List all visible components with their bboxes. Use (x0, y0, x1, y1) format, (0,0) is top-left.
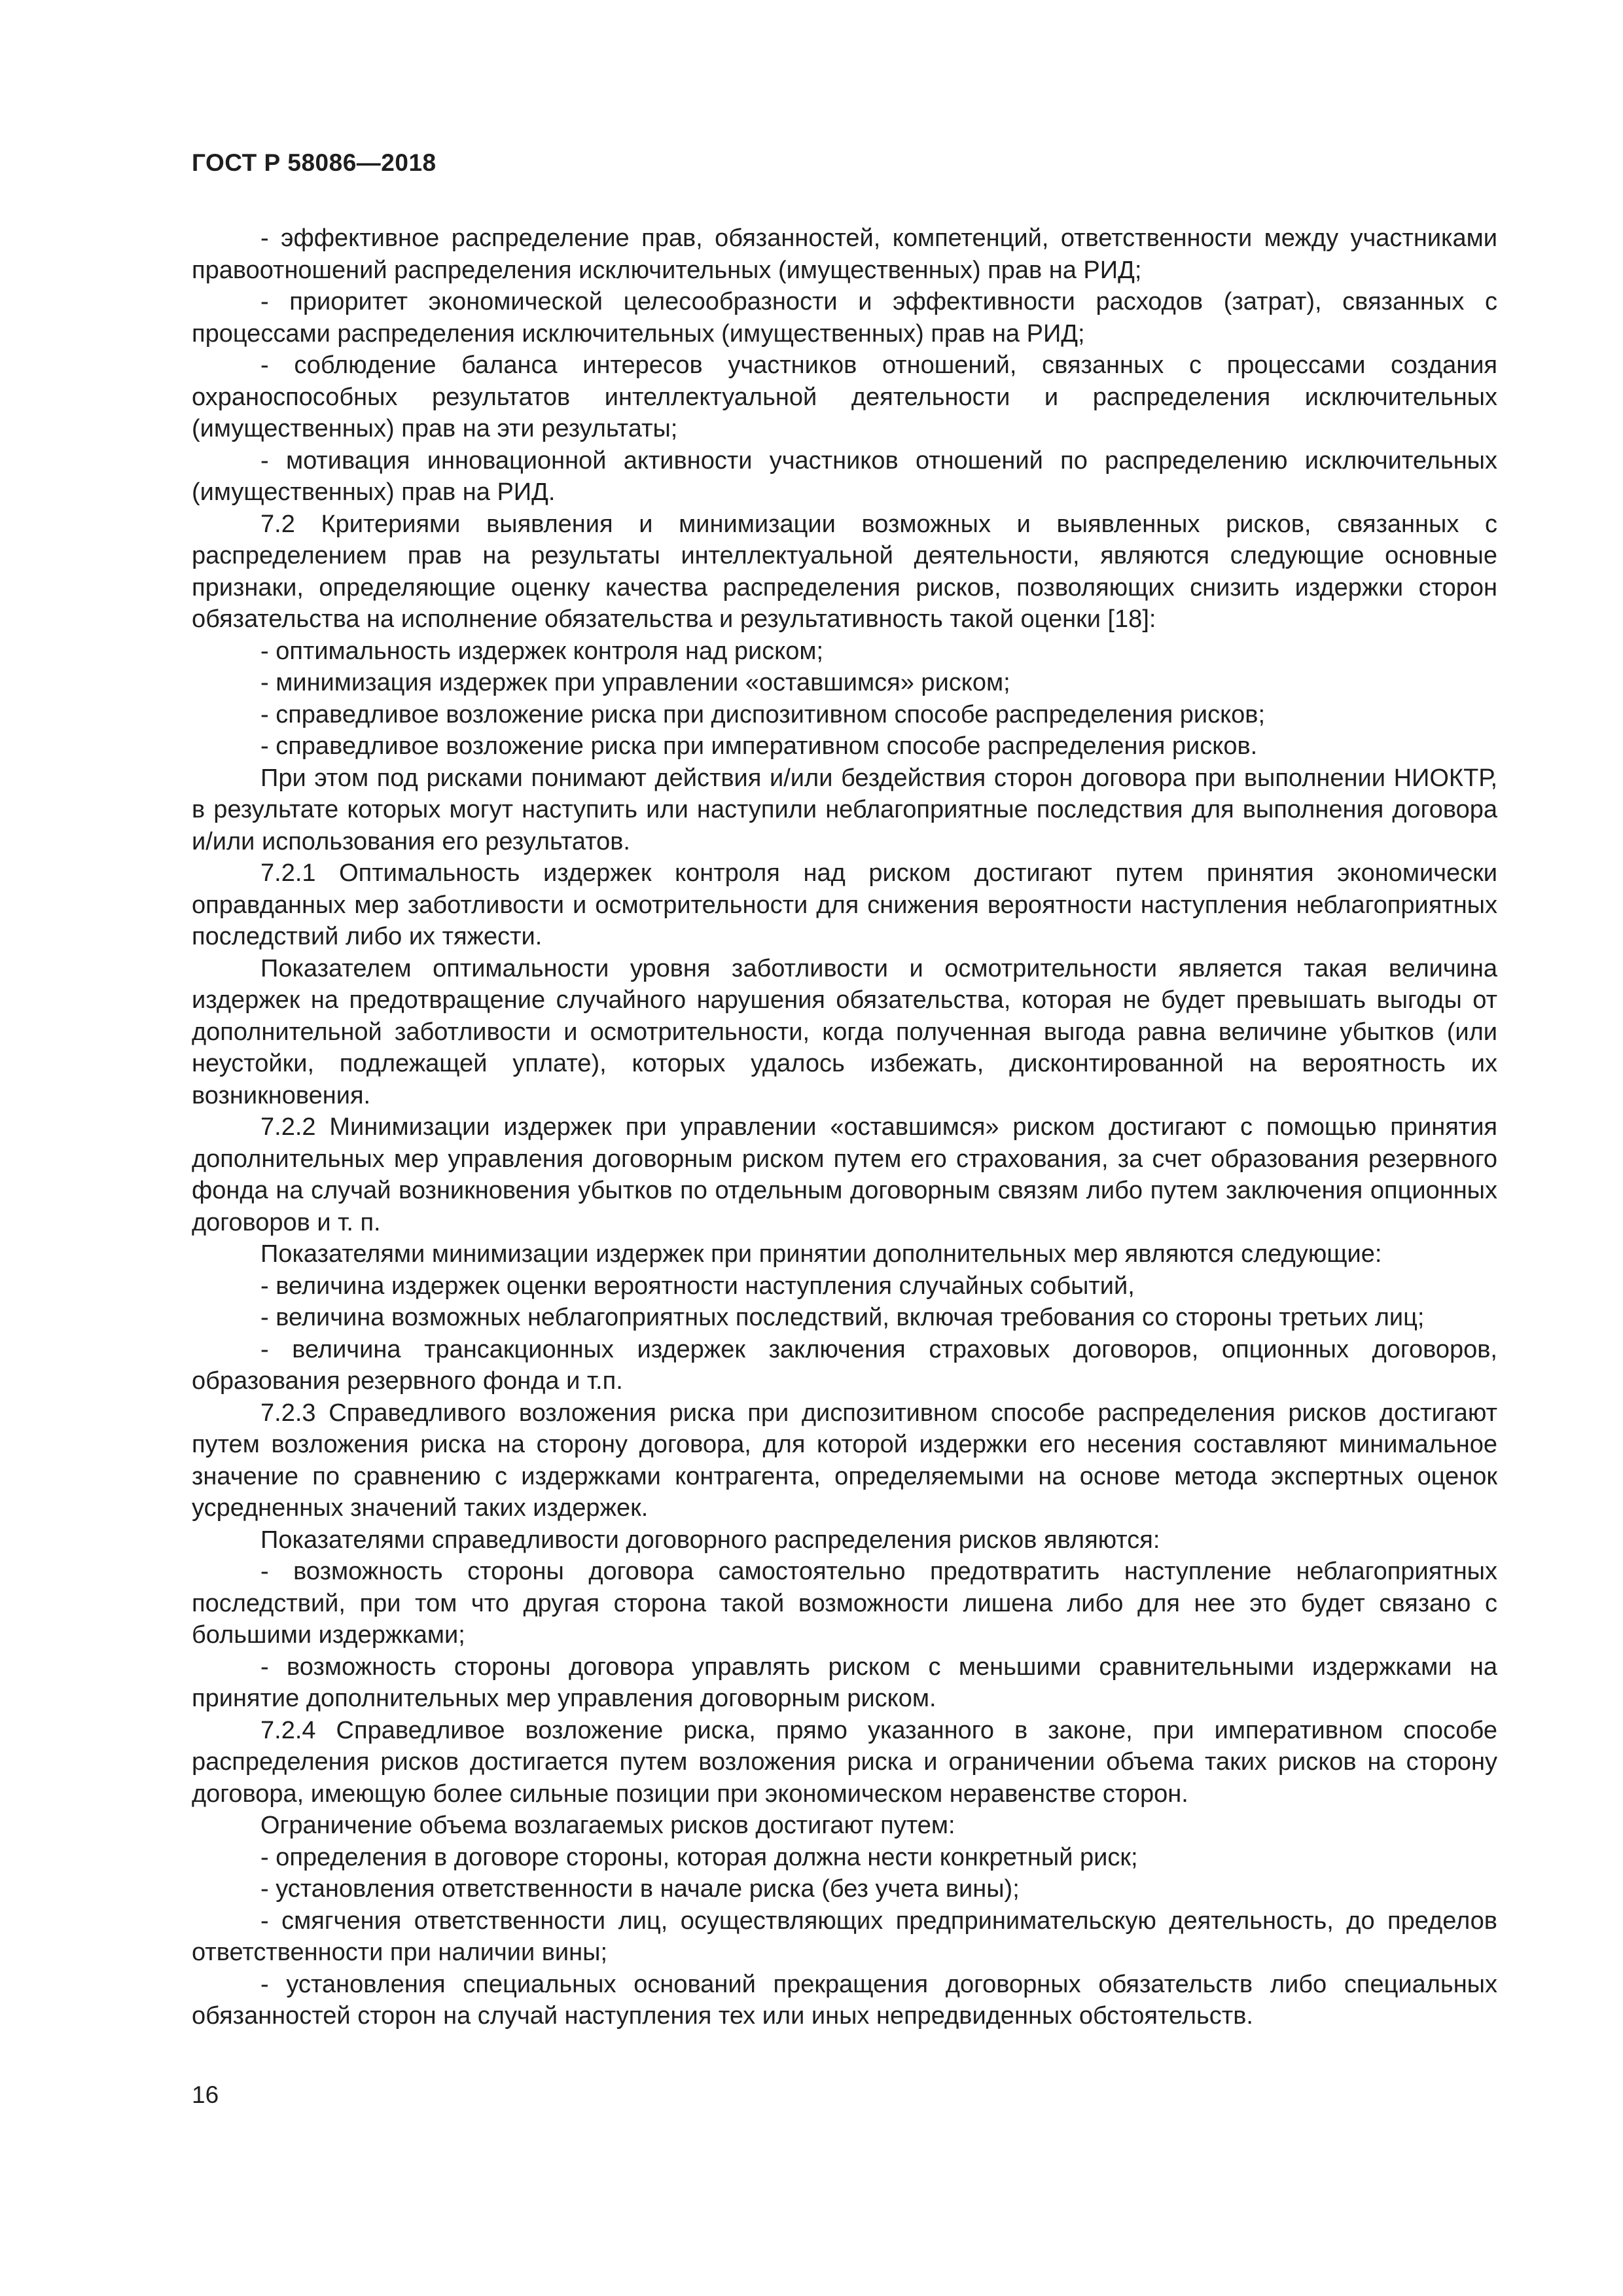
paragraph: - смягчения ответственности лиц, осуществляющих предпринимательскую деятельность, до пределов ответственности при наличии вины; (192, 1907, 1497, 1966)
paragraph: Ограничение объема возлагаемых рисков достигают путем: (260, 1812, 955, 1839)
paragraph: 7.2.1 Оптимальность издержек контроля над риском достигают путем принятия экономически оправданных мер заботливости и осмотрительности для снижения вероятности наступления неблагоприятных последствий либо их тяжести. (192, 859, 1497, 950)
paragraph: - мотивация инновационной активности участников отношений по распределению исключительных (имущественных) прав на РИД. (192, 446, 1497, 506)
paragraph: - установления ответственности в начале риска (без учета вины); (260, 1875, 1020, 1903)
paragraph: - величина трансакционных издержек заключения страховых договоров, опционных договоров, образования резервного фонда и т.п. (192, 1335, 1497, 1395)
paragraph: - справедливое возложение риска при диспозитивном способе распределения рисков; (260, 700, 1266, 728)
paragraph: 7.2.3 Справедливого возложения риска при диспозитивном способе распределения рисков достигают путем возложения риска на сторону договора, для которой издержки его несения составляют минимальное значение по сравнению с издержками контрагента, определяемыми на основе метода экспертных оценок усредненных значений таких издержек. (192, 1399, 1497, 1522)
paragraph: - эффективное распределение прав, обязанностей, компетенций, ответственности между участниками правоотношений распределения исключительных (имущественных) прав на РИД; (192, 224, 1497, 284)
paragraph: 7.2 Критериями выявления и минимизации возможных и выявленных рисков, связанных с распределением прав на результаты интеллектуальной деятельности, являются следующие основные признаки, определяющие оценку качества распределения рисков, позволяющих снизить издержки сторон обязательства на исполнение обязательства и результативность такой оценки [18]: (192, 510, 1497, 633)
paragraph: - минимизация издержек при управлении «оставшимся» риском; (260, 669, 1010, 696)
paragraph: - установления специальных оснований прекращения договорных обязательств либо специальных обязанностей сторон на случай наступления тех или иных непредвиденных обстоятельств. (192, 1970, 1497, 2030)
page-number: 16 (192, 2081, 219, 2108)
document-body (192, 223, 1497, 2032)
paragraph: - соблюдение баланса интересов участников отношений, связанных с процессами создания охраноспособных результатов интеллектуальной деятельности и распределения исключительных (имущественных) прав на эти результаты; (192, 351, 1497, 442)
paragraph: - приоритет экономической целесообразности и эффективности расходов (затрат), связанных с процессами распределения исключительных (имущественных) прав на РИД; (192, 288, 1497, 348)
paragraph: 7.2.2 Минимизации издержек при управлении «оставшимся» риском достигают с помощью принятия дополнительных мер управления договорным риском путем его страхования, за счет образования резервного фонда на случай возникновения убытков по отдельным договорным связям либо путем заключения опционных договоров и т. п. (192, 1113, 1497, 1236)
paragraph: Показателями минимизации издержек при принятии дополнительных мер являются следующие: (260, 1240, 1382, 1268)
document-header: ГОСТ Р 58086—2018 (192, 149, 437, 176)
paragraph: При этом под рисками понимают действия и/или бездействия сторон договора при выполнении НИОКТР, в результате которых могут наступить или наступили неблагоприятные последствия для выполнения договора и/или использования его результатов. (192, 764, 1497, 855)
paragraph: - величина издержек оценки вероятности наступления случайных событий, (260, 1272, 1135, 1300)
paragraph: - возможность стороны договора управлять риском с меньшими сравнительными издержками на принятие дополнительных мер управления договорным риском. (192, 1653, 1497, 1712)
paragraph: - определения в договоре стороны, которая должна нести конкретный риск; (260, 1843, 1138, 1871)
paragraph: - оптимальность издержек контроля над риском; (260, 637, 824, 665)
paragraph: - справедливое возложение риска при императивном способе распределения рисков. (260, 732, 1258, 760)
paragraph: Показателями справедливости договорного распределения рисков являются: (260, 1526, 1160, 1554)
paragraph: - возможность стороны договора самостоятельно предотвратить наступление неблагоприятных последствий, при том что другая сторона такой возможности лишена либо для нее это будет связано с большими издержками; (192, 1558, 1497, 1649)
paragraph: Показателем оптимальности уровня заботливости и осмотрительности является такая величина издержек на предотвращение случайного нарушения обязательства, которая не будет превышать выгоды от дополнительной заботливости и осмотрительности, когда полученная выгода равна величине убытков (или неустойки, подлежащей уплате), которых удалось избежать, дисконтированной на вероятность их возникновения. (192, 954, 1497, 1109)
paragraph: 7.2.4 Справедливое возложение риска, прямо указанного в законе, при императивном способе распределения рисков достигается путем возложения риска и ограничении объема таких рисков на сторону договора, имеющую более сильные позиции при экономическом неравенстве сторон. (192, 1716, 1497, 1808)
paragraph: - величина возможных неблагоприятных последствий, включая требования со стороны третьих лиц; (260, 1304, 1425, 1331)
